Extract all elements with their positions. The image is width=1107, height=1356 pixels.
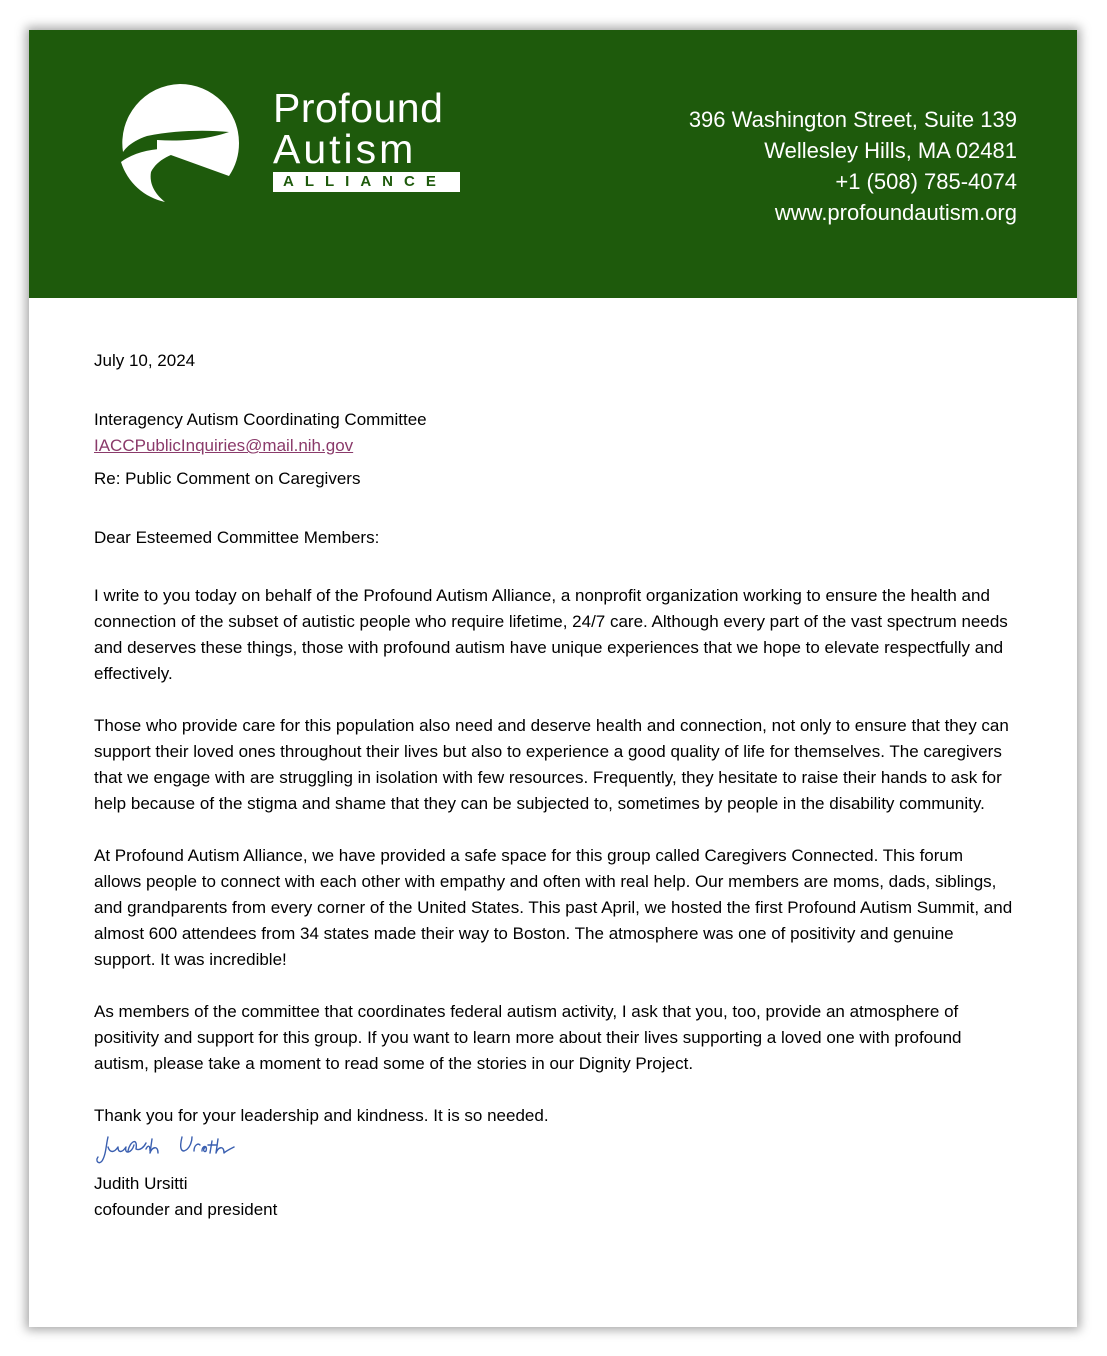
logo-word-autism: Autism — [273, 126, 417, 172]
paragraph-3: At Profound Autism Alliance, we have provided a safe space for this group called Caregivers Connected. This forum allows people to connect with each other with empathy and often with real help. Our members are moms, dads, siblings, and grandparents from every corner of the United States. This past April, we hosted the first Profound Autism Summit, and almost 600 attendees from 34 states made their way to Boston. The atmosphere was one of positivity and genuine support. It was incredible! — [94, 846, 1013, 969]
phone-number: +1 (508) 785-4074 — [835, 169, 1017, 194]
website-link[interactable]: www.profoundautism.org — [774, 200, 1017, 225]
handwritten-signature — [94, 1131, 254, 1171]
signer-name: Judith Ursitti — [94, 1174, 188, 1193]
letterhead — [29, 30, 1077, 298]
logo-wordmark — [273, 87, 473, 192]
logo-word-alliance: ALLIANCE — [273, 172, 460, 192]
closing-line: Thank you for your leadership and kindness. It is so needed. — [94, 1106, 549, 1125]
subject-line: Re: Public Comment on Caregivers — [94, 469, 361, 488]
salutation: Dear Esteemed Committee Members: — [94, 528, 380, 547]
address-line-1: 396 Washington Street, Suite 139 — [688, 107, 1017, 132]
recipient-name: Interagency Autism Coordinating Committee — [94, 410, 427, 429]
letter-date: July 10, 2024 — [94, 351, 196, 370]
address-line-2: Wellesley Hills, MA 02481 — [764, 138, 1017, 163]
recipient-email-link[interactable]: IACCPublicInquiries@mail.nih.gov — [94, 436, 354, 455]
paragraph-4: As members of the committee that coordinates federal autism activity, I ask that you, too, provide an atmosphere of positivity and support for this group. If you want to learn more about their lives supporting a loved one with profound autism, please take a moment to read some of the stories in our Dignity Project. — [94, 1002, 962, 1073]
circle-road-logo-icon — [117, 80, 243, 206]
paragraph-2: Those who provide care for this population also need and deserve health and connection, not only to ensure that they can support their loved ones throughout their lives but also to experience a good quality of life for themselves. The caregivers that we engage with are struggling in isolation with few resources. Frequently, they hesitate to raise their hands to ask for help because of the stigma and shame that they can be subjected to, sometimes by people in the disability community. — [94, 716, 1009, 813]
paragraph-1: I write to you today on behalf of the Profound Autism Alliance, a nonprofit organization working to ensure the health and connection of the subset of autistic people who require lifetime, 24/7 care. Although every part of the vast spectrum needs and deserves these things, those with profound autism have unique experiences that we hope to elevate respectfully and effectively. — [94, 586, 1008, 683]
logo-word-profound: Profound — [273, 85, 444, 131]
letter-page — [29, 30, 1077, 1327]
contact-block — [689, 104, 1017, 228]
letter-body — [94, 348, 1014, 1223]
signer-title: cofounder and president — [94, 1200, 278, 1219]
